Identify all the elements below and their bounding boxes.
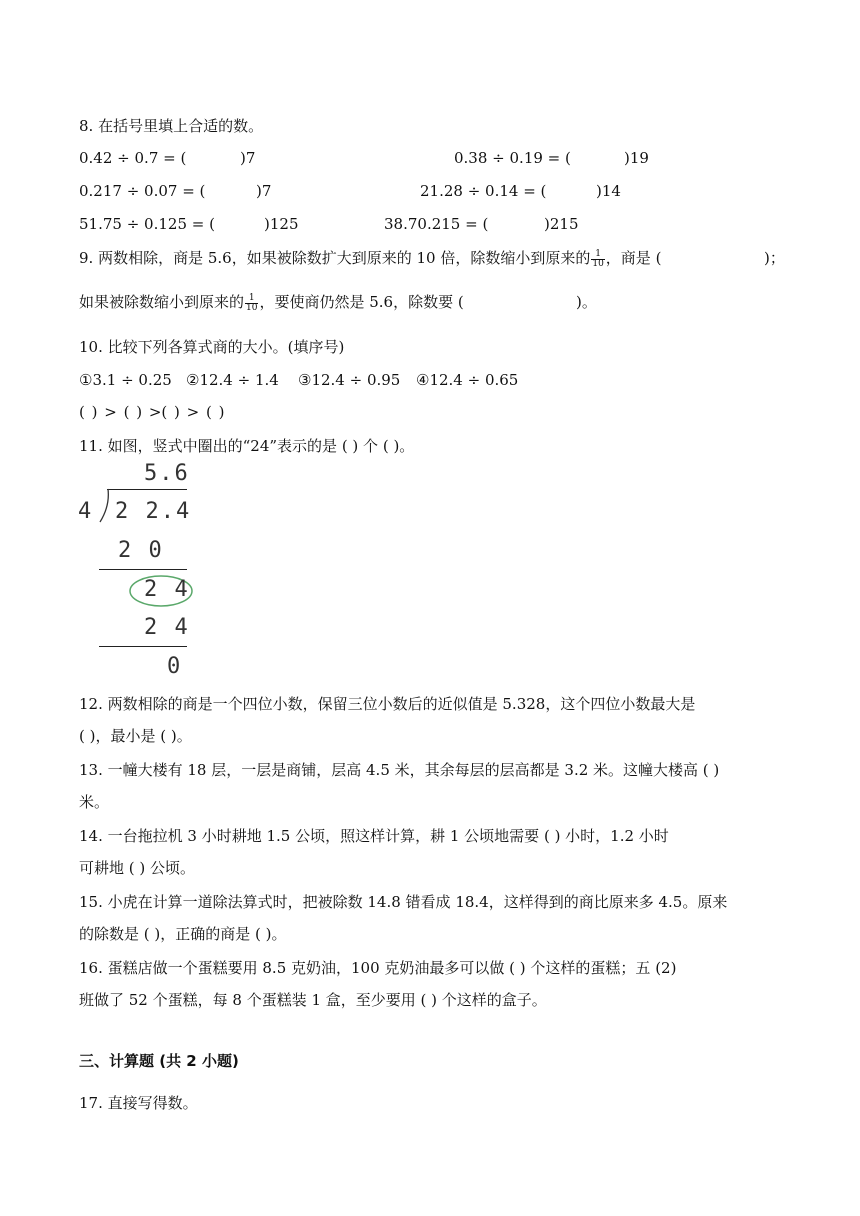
division-step2-circled: 2 4 xyxy=(144,577,190,602)
q14-line1: 14. 一台拖拉机 3 小时耕地 1.5 公顷，照这样计算，耕 1 公顷地需要 ( ) 小时，1.2 小时 xyxy=(79,827,669,845)
q9-line2 xyxy=(79,292,464,313)
q9-line2-text-b: ，要使商仍然是 5.6，除数要 ( xyxy=(259,293,464,311)
q10-answer-line: ( ) > ( ) >( ) > ( ) xyxy=(79,403,225,421)
q8-row1-left-a: 0.42 ÷ 0.7 = ( xyxy=(79,149,187,167)
q14-line2: 可耕地 ( ) 公顷。 xyxy=(79,859,196,877)
q9-line2-text-a: 如果被除数缩小到原来的 xyxy=(79,293,245,311)
q10-item-4: ④12.4 ÷ 0.65 xyxy=(416,371,519,389)
q17-title: 17. 直接写得数。 xyxy=(79,1094,198,1112)
division-divisor: 4 xyxy=(78,499,92,524)
q9-line1-text-c: )； xyxy=(764,249,785,267)
q8-title: 8. 在括号里填上合适的数。 xyxy=(79,117,264,135)
q8-row3-right-b: )215 xyxy=(544,215,579,233)
q9-line1 xyxy=(79,248,661,269)
division-step1: 2 0 xyxy=(118,538,164,563)
q8-row3-left-a: 51.75 ÷ 0.125 = ( xyxy=(79,215,215,233)
fraction-numerator: 1 xyxy=(245,294,258,304)
q8-row2-right-b: )14 xyxy=(596,182,621,200)
q8-row2-right-a: 21.28 ÷ 0.14 = ( xyxy=(420,182,547,200)
q9-fraction-1 xyxy=(591,250,604,269)
q16-line2: 班做了 52 个蛋糕，每 8 个蛋糕装 1 盒，至少要用 ( ) 个这样的盒子。 xyxy=(79,991,547,1009)
q8-row3-right-a: 38.70.215 = ( xyxy=(384,215,489,233)
division-rule-2 xyxy=(99,646,187,647)
q13-line1: 13. 一幢大楼有 18 层，一层是商铺，层高 4.5 米，其余每层的层高都是 3.2 米。这幢大楼高 ( ) xyxy=(79,761,720,779)
q8-row2-left-b: )7 xyxy=(256,182,272,200)
division-quotient: 5.6 xyxy=(144,461,190,486)
q13-line2: 米。 xyxy=(79,793,110,811)
division-dividend: 2 2.4 xyxy=(115,499,192,524)
division-step3: 2 4 xyxy=(144,615,190,640)
q15-line1: 15. 小虎在计算一道除法算式时，把被除数 14.8 错看成 18.4，这样得到的商比原来多 4.5。原来 xyxy=(79,893,728,911)
fraction-denominator: 10 xyxy=(246,302,258,313)
q9-line1-text-b: ，商是 ( xyxy=(605,249,662,267)
q15-line2: 的除数是 ( )，正确的商是 ( )。 xyxy=(79,925,287,943)
q9-line1-text-a: 9. 两数相除，商是 5.6，如果被除数扩大到原来的 10 倍，除数缩小到原来的 xyxy=(79,249,591,267)
q8-row1-right-a: 0.38 ÷ 0.19 = ( xyxy=(454,149,571,167)
fraction-numerator: 1 xyxy=(591,250,604,260)
q16-line1: 16. 蛋糕店做一个蛋糕要用 8.5 克奶油，100 克奶油最多可以做 ( ) 个这样的蛋糕；五 (2) xyxy=(79,959,677,977)
q8-row1-left-b: )7 xyxy=(240,149,256,167)
q12-line2: ( )，最小是 ( )。 xyxy=(79,727,192,745)
division-rule-1 xyxy=(99,569,187,570)
q9-line2-text-c: )。 xyxy=(576,293,597,311)
q10-item-2: ②12.4 ÷ 1.4 xyxy=(186,371,279,389)
q8-row2-left-a: 0.217 ÷ 0.07 = ( xyxy=(79,182,206,200)
q11-text: 11. 如图，竖式中圈出的“24”表示的是 ( ) 个 ( )。 xyxy=(79,437,415,455)
q8-row1-right-b: )19 xyxy=(624,149,649,167)
q8-row3-left-b: )125 xyxy=(264,215,299,233)
division-remainder: 0 xyxy=(167,654,181,679)
q10-item-1: ①3.1 ÷ 0.25 xyxy=(79,371,172,389)
section-3-title: 三、计算题 (共 2 小题) xyxy=(79,1052,239,1070)
fraction-denominator: 10 xyxy=(592,258,604,269)
q10-item-3: ③12.4 ÷ 0.95 xyxy=(298,371,401,389)
division-bar xyxy=(107,489,187,490)
division-bracket xyxy=(98,488,114,524)
q12-line1: 12. 两数相除的商是一个四位小数，保留三位小数后的近似值是 5.328，这个四位小数最大是 xyxy=(79,695,696,713)
q10-title: 10. 比较下列各算式商的大小。(填序号) xyxy=(79,338,345,356)
q9-fraction-2 xyxy=(245,294,258,313)
